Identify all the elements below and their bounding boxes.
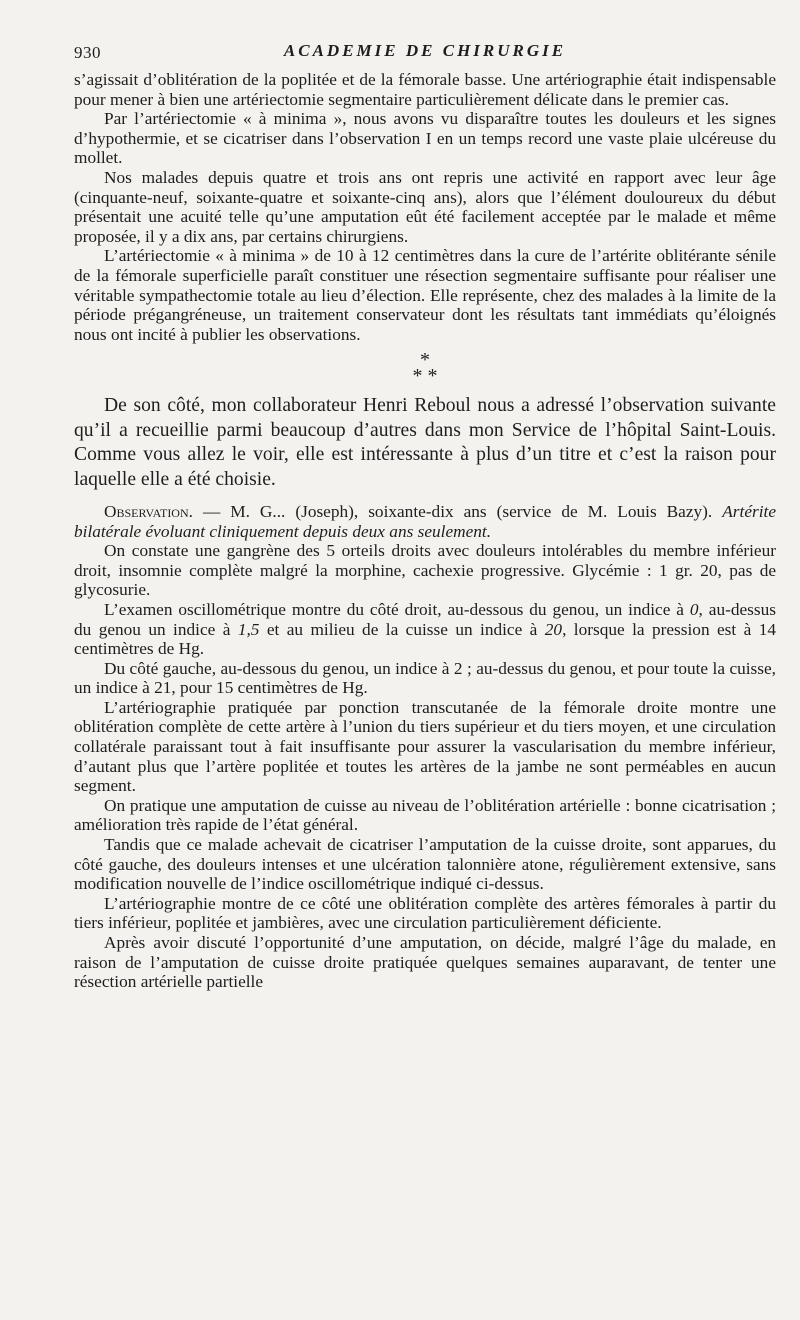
text-run: et au milieu de la cuisse un indice à — [259, 619, 545, 639]
paragraph: On constate une gangrène des 5 orteils droits avec douleurs intolérables du membre inférieur droit, insomnie complète malgré la morphine, cachexie progressive. Glycémie : 1 gr. 20, pas de glycosurie. — [74, 541, 776, 600]
asterism-bottom: * * — [412, 365, 438, 388]
paragraph: Du côté gauche, au-dessous du genou, un indice à 2 ; au-dessus du genou, et pour toute la cuisse, un indice à 21, pour 15 centimètres de Hg. — [74, 658, 776, 698]
text-run: , lorsque la pression est à 14 centimètres de Hg. — [74, 619, 777, 659]
section-separator — [74, 349, 776, 388]
index-value: 0 — [689, 599, 699, 619]
observation-section — [74, 502, 776, 992]
paragraph: L’artériographie pratiquée par ponction transcutanée de la fémorale droite montre une oblitération complète de cette artère à l’union du tiers supérieur et du tiers moyen, et une circulation collatérale paraissant tout à fait insuffisante pour assurer la vascularisation du membre inférieur, d’autant plus que l’artère poplitée et toutes les artères de la jambe ne sont perméables en aucun segment. — [74, 697, 776, 796]
intro-section — [74, 70, 776, 344]
page-number: 930 — [74, 43, 101, 62]
paragraph: Après avoir discuté l’opportunité d’une amputation, on décide, malgré l’âge du malade, en raison de l’amputation de cuisse droite pratiquée quelques semaines auparavant, de tenter une résection artérielle partielle — [74, 933, 776, 992]
paragraph: On pratique une amputation de cuisse au niveau de l’oblitération artérielle : bonne cicatrisation ; amélioration très rapide de l’état général. — [74, 795, 776, 835]
text-run: , au-dessus du genou un indice à — [74, 599, 776, 639]
paragraph: Par l’artériectomie « à minima », nous avons vu disparaître toutes les douleurs et les signes d’hypothermie, et se cicatriser dans l’observation I en un temps record une vaste plaie ulcéreuse du mollet. — [74, 109, 776, 168]
observation-lead: Observation. — [104, 501, 193, 521]
observation-heading — [74, 502, 776, 541]
oscillometry-paragraph — [74, 600, 776, 659]
paragraph: L’artériographie montre de ce côté une oblitération complète des artères fémorales à partir du tiers inférieur, poplitée et jambières, avec une circulation particulièrement déficiente. — [74, 893, 776, 933]
observation-intro: — M. G... (Joseph), soixante-dix ans (service de M. Louis Bazy). — [192, 501, 723, 521]
asterism-top: * — [420, 349, 430, 372]
paragraph: Nos malades depuis quatre et trois ans ont repris une activité en rapport avec leur âge (cinquante-neuf, soixante-quatre et soixante-cinq ans), alors que l’élément douloureux du début présentait une acuité telle qu’une amputation eût été facilement acceptée par le malade et même proposée, il y a dix ans, par certains chirurgiens. — [74, 167, 776, 246]
paragraph: s’agissait d’oblitération de la poplitée et de la fémorale basse. Une artériographie était indispensable pour mener à bien une artériectomie segmentaire particulièrement délicate dans le premier cas. — [74, 70, 776, 109]
index-value: 1,5 — [237, 619, 260, 639]
paragraph: De son côté, mon collaborateur Henri Reboul nous a adressé l’observation suivante qu’il a recueillie parmi beaucoup d’autres dans mon Service de l’hôpital Saint-Louis. Comme vous allez le voir, elle est intéressante à plus d’un titre et c’est la raison pour laquelle elle a été choisie. — [74, 395, 776, 490]
text-run: L’examen oscillométrique montre du côté droit, au-dessous du genou, un indice à — [104, 599, 690, 619]
index-value: 20 — [544, 619, 563, 639]
running-title: ACADEMIE DE CHIRURGIE — [283, 41, 567, 60]
main-section — [74, 394, 776, 492]
paragraph: Tandis que ce malade achevait de cicatriser l’amputation de la cuisse droite, sont apparues, du côté gauche, des douleurs intenses et une ulcération talonnière atone, régulièrement extensive, sans modification nouvelle de l’indice oscillométrique indiqué ci-dessus. — [74, 835, 776, 894]
paragraph: L’artériectomie « à minima » de 10 à 12 centimètres dans la cure de l’artérite oblitérante sénile de la fémorale superficielle paraît constituer une résection segmentaire suffisante pour réaliser une véritable sympathectomie totale au lieu d’élection. Elle représente, chez des malades à la limite de la période prégangréneuse, un traitement conservateur dont les résultats tant immédiats qu’éloignés nous ont incité à publier les observations. — [74, 246, 776, 344]
observation-title: Artérite bilatérale évoluant cliniquement depuis deux ans seulement. — [74, 501, 776, 541]
page-header — [74, 0, 776, 70]
